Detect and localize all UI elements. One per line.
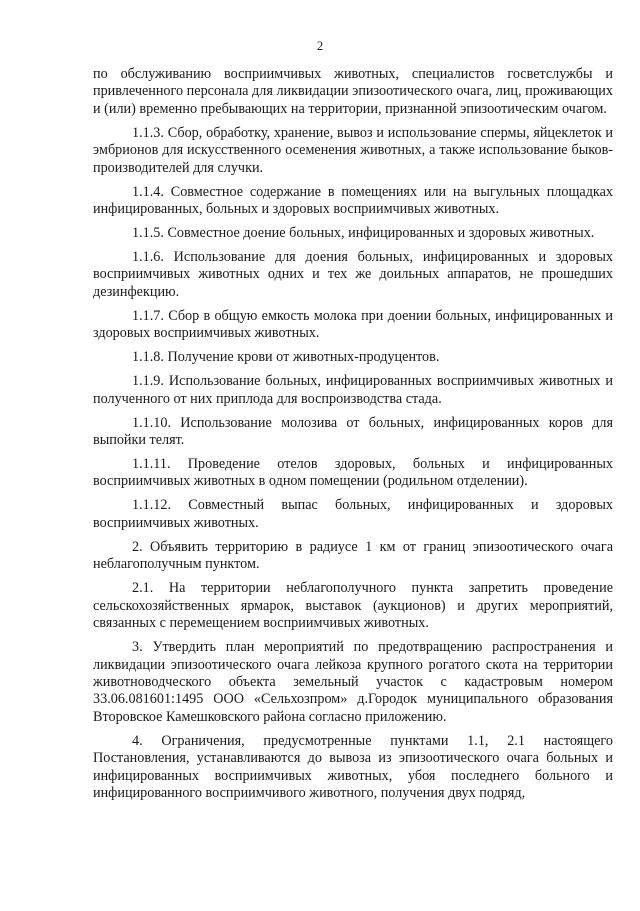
paragraph-1-1-6: 1.1.6. Использование для доения больных, инфицированных и здоровых восприимчивых животных одних и тех же доильных аппаратов, не прошедших дезинфекцию. — [93, 249, 613, 300]
paragraph-2: 2. Объявить территорию в радиусе 1 км от границ эпизоотического очага неблагополучным пунктом. — [93, 538, 613, 573]
paragraph-3: 3. Утвердить план мероприятий по предотвращению распространения и ликвидации эпизоотического очага лейкоза крупного рогатого скота на территории животноводческого объекта земельный участок с кадастровым номером 33.06.081601:1495 ООО «Сельхозпром» д.Городок муниципального образования Второвское Камешковского района согласно приложению. — [93, 639, 613, 725]
paragraph-1-1-9: 1.1.9. Использование больных, инфицированных восприимчивых животных и полученного от них приплода для воспроизводства стада. — [93, 373, 613, 407]
paragraph-1-1-10: 1.1.10. Использование молозива от больных, инфицированных коров для выпойки телят. — [93, 414, 613, 449]
paragraph-1-1-4: 1.1.4. Совместное содержание в помещениях или на выгульных площадках инфицированных, больных и здоровых восприимчивых животных. — [93, 183, 613, 218]
paragraph-1-1-12: 1.1.12. Совместный выпас больных, инфицированных и здоровых восприимчивых животных. — [93, 497, 613, 531]
paragraph-1-1-11: 1.1.11. Проведение отелов здоровых, больных и инфицированных восприимчивых животных в одном помещении (родильном отделении). — [93, 456, 613, 490]
paragraph-1-1-7: 1.1.7. Сбор в общую емкость молока при доении больных, инфицированных и здоровых восприимчивых животных. — [93, 307, 613, 342]
paragraph-2-1: 2.1. На территории неблагополучного пункта запретить проведение сельскохозяйственных ярмарок, выставок (аукционов) и других мероприятий, связанных с перемещением восприимчивых животных. — [93, 580, 613, 632]
paragraph-continuation: по обслуживанию восприимчивых животных, специалистов госветслужбы и привлеченного персонала для ликвидации эпизоотического очага, лиц, проживающих и (или) временно пребывающих на территории, признанной эпизоотическим очагом. — [93, 66, 613, 117]
page-number: 2 — [316, 39, 324, 53]
paragraph-4: 4. Ограничения, предусмотренные пунктами 1.1, 2.1 настоящего Постановления, устанавливаются до вывоза из эпизоотического очага больных и инфицированных восприимчивых животных, убоя последнего больного и инфицированного восприимчивого животного, получения двух подряд, — [93, 732, 613, 801]
paragraph-1-1-8: 1.1.8. Получение крови от животных-продуцентов. — [132, 349, 440, 366]
document-body — [93, 66, 613, 802]
paragraph-1-1-5: 1.1.5. Совместное доение больных, инфицированных и здоровых животных. — [132, 225, 595, 242]
paragraph-1-1-3: 1.1.3. Сбор, обработку, хранение, вывоз и использование спермы, яйцеклеток и эмбрионов для искусственного осеменения животных, а также использование быков-производителей для случки. — [93, 124, 613, 176]
